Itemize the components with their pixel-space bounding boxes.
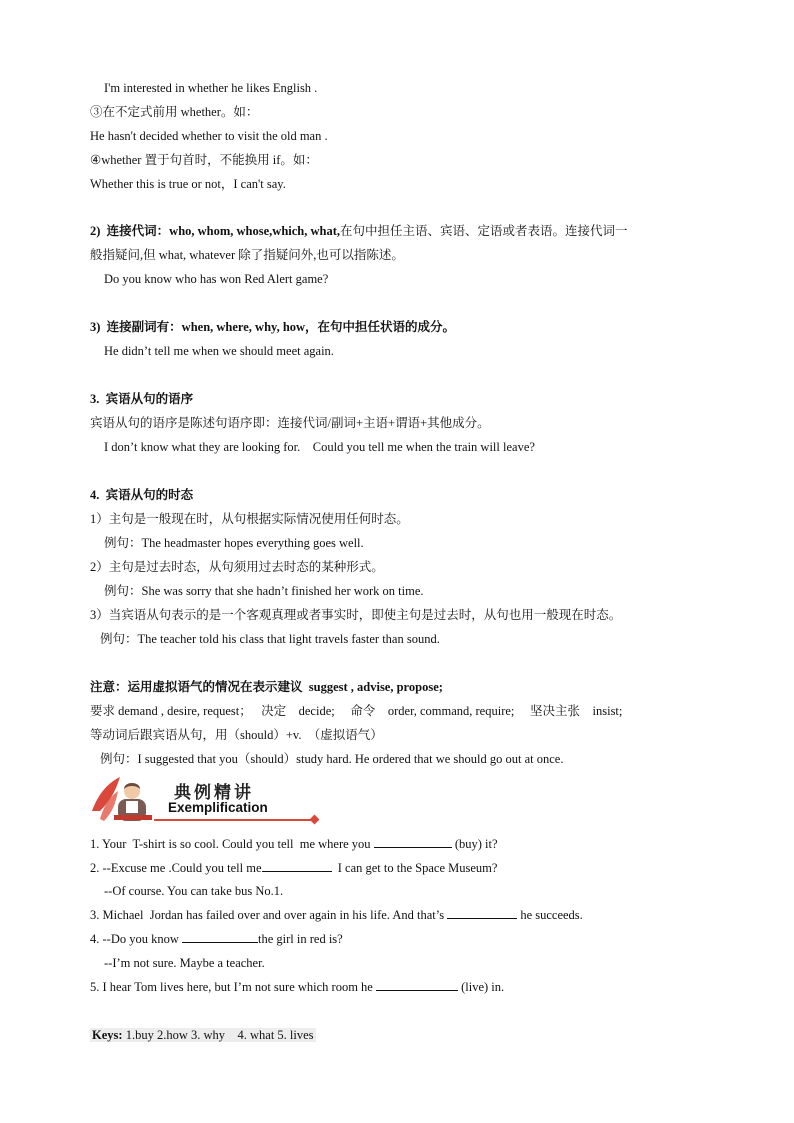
- exercise-text: I can get to the Space Museum?: [331, 861, 498, 875]
- note-heading: 注意：运用虚拟语气的情况在表示建议 suggest , advise, propose;: [90, 680, 443, 694]
- example-sentence: 例句：I suggested that you（should）study hard. He ordered that we should go out at once.: [100, 752, 564, 766]
- exercise-text: 3. Michael Jordan has failed over and over again in his life. And that’s: [90, 908, 448, 922]
- answer-keys: [90, 1027, 316, 1043]
- example-sentence: I don’t know what they are looking for. Could you tell me when the train will leave?: [104, 440, 535, 454]
- exemplification-banner: [90, 775, 330, 825]
- rule-item: ③在不定式前用 whether。如：: [90, 105, 259, 119]
- teacher-icon: [90, 775, 162, 825]
- exercise-item: [90, 979, 504, 995]
- exercise-item: [90, 836, 498, 852]
- answer-blank[interactable]: [182, 931, 258, 943]
- exercise-text: 5. I hear Tom lives here, but I’m not sure which room he: [90, 980, 376, 994]
- banner-title: 典例精讲: [174, 783, 254, 803]
- rule-item: 3）当宾语从句表示的是一个客观真理或者事实时，即使主句是过去时，从句也用一般现在时态。: [90, 608, 622, 622]
- answer-blank[interactable]: [447, 907, 517, 919]
- banner-subtitle: Exemplification: [168, 800, 268, 815]
- rule-heading-text: 在句中担任主语、宾语、定语或者表语。连接代词一: [340, 224, 628, 238]
- example-sentence: I'm interested in whether he likes English .: [104, 81, 318, 95]
- rule-item: ④whether 置于句首时，不能换用 if。如：: [90, 153, 318, 167]
- rule-text: 般指疑问,但 what, whatever 除了指疑问外,也可以指陈述。: [90, 248, 404, 262]
- banner-divider: [154, 819, 314, 821]
- exercise-text: 4. --Do you know: [90, 932, 183, 946]
- note-text: 要求 demand , desire, request； 决定 decide; 命令 order, command, require; 坚决主张 insist;: [90, 704, 623, 718]
- exercise-item: [90, 907, 583, 923]
- exercise-text: he succeeds.: [517, 908, 583, 922]
- example-sentence: 例句：She was sorry that she hadn’t finished her work on time.: [104, 584, 424, 598]
- example-sentence: Do you know who has won Red Alert game?: [104, 272, 329, 286]
- diamond-icon: [310, 815, 320, 825]
- rule-text: 宾语从句的语序是陈述句语序即：连接代词/副词+主语+谓语+其他成分。: [90, 416, 490, 430]
- exercise-text: (buy) it?: [451, 837, 498, 851]
- rule-heading: 3) 连接副词有：when, where, why, how，在句中担任状语的成分。: [90, 320, 456, 334]
- answer-blank[interactable]: [262, 860, 332, 872]
- answer-blank[interactable]: [376, 979, 458, 991]
- example-sentence: 例句：The headmaster hopes everything goes well.: [104, 536, 364, 550]
- example-sentence: Whether this is true or not，I can't say.: [90, 177, 286, 191]
- rule-item: 2）主句是过去时态，从句须用过去时态的某种形式。: [90, 560, 384, 574]
- exercise-text: the girl in red is?: [258, 932, 343, 946]
- rule-heading: [90, 223, 628, 239]
- exercise-response: --Of course. You can take bus No.1.: [104, 884, 284, 898]
- exercise-text: 2. --Excuse me .Could you tell me: [90, 861, 262, 875]
- example-sentence: He hasn't decided whether to visit the old man .: [90, 129, 328, 143]
- keys-label: Keys:: [92, 1028, 123, 1042]
- keys-text: 1.buy 2.how 3. why 4. what 5. lives: [122, 1028, 314, 1042]
- rule-heading-bold: 2) 连接代词：who, whom, whose,which, what,: [90, 224, 341, 238]
- answer-keys-box: [90, 1028, 316, 1042]
- exercise-item: [90, 931, 343, 947]
- answer-blank[interactable]: [374, 836, 452, 848]
- rule-item: 1）主句是一般现在时，从句根据实际情况使用任何时态。: [90, 512, 409, 526]
- example-sentence: 例句：The teacher told his class that light travels faster than sound.: [100, 632, 440, 646]
- section-heading: 3. 宾语从句的语序: [90, 392, 194, 406]
- note-text: 等动词后跟宾语从句，用（should）+v. （虚拟语气）: [90, 728, 383, 742]
- exercise-text: (live) in.: [457, 980, 505, 994]
- example-sentence: He didn’t tell me when we should meet again.: [104, 344, 334, 358]
- section-heading: 4. 宾语从句的时态: [90, 488, 194, 502]
- exercise-text: 1. Your T-shirt is so cool. Could you tell me where you: [90, 837, 374, 851]
- exercise-response: --I’m not sure. Maybe a teacher.: [104, 956, 265, 970]
- exercise-item: [90, 860, 497, 876]
